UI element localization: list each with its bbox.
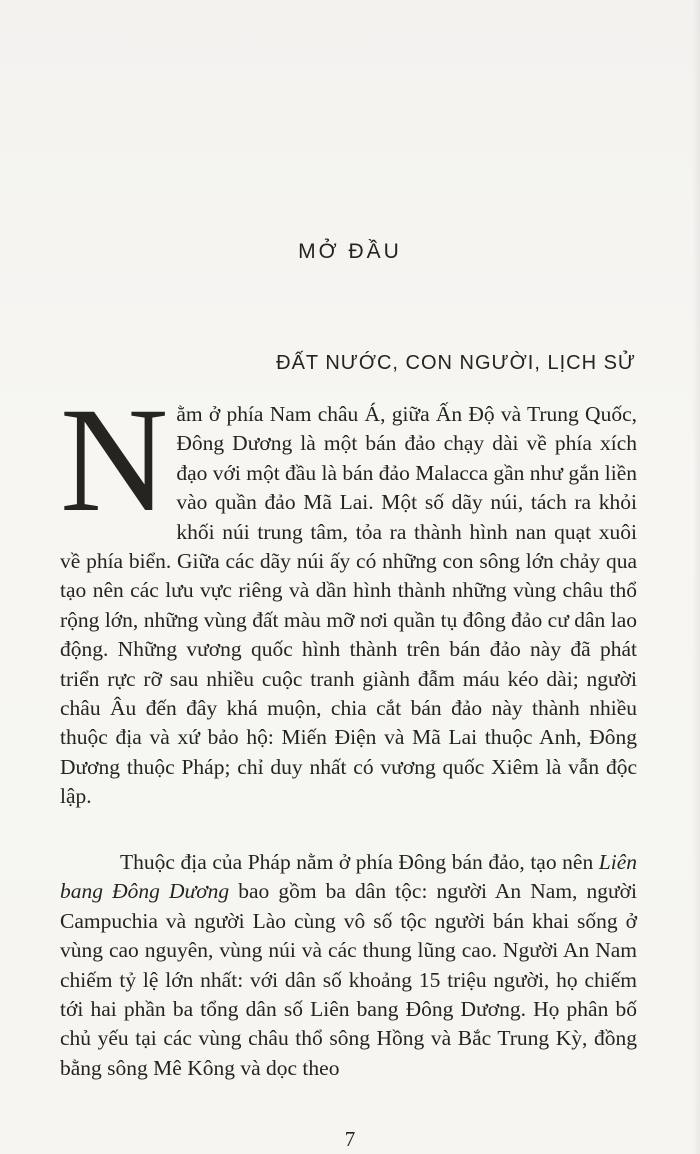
paragraph-2-text-end: bao gồm ba dân tộc: người An Nam, người Campuchia và người Lào cùng vô số tộc người bán khai sống ở vùng cao nguyên, vùng núi và các thung lũng cao. Người An Nam chiếm tỷ lệ lớn nhất: với dân số khoảng 15 triệu người, họ chiếm tới hai phần ba tổng dân số Liên bang Đông Dương. Họ phân bố chủ yếu tại các vùng châu thổ sông Hồng và Bắc Trung Kỳ, đồng bằng sông Mê Kông và dọc theo: [60, 879, 637, 1080]
drop-cap: N: [60, 377, 169, 543]
page-number: 7: [344, 1127, 356, 1151]
paragraph-2-text-start: Thuộc địa của Pháp nằm ở phía Đông bán đảo, tạo nên: [120, 850, 599, 874]
paragraph-1: [60, 377, 637, 812]
section-title: ĐẤT NƯỚC, CON NGƯỜI, LỊCH SỬ: [276, 352, 636, 374]
page-edge-shadow: [692, 0, 700, 1154]
paragraph-2: [60, 848, 637, 1083]
paragraph-1-text: ằm ở phía Nam châu Á, giữa Ấn Độ và Trung Quốc, Đông Dương là một bán đảo chạy dài về phía xích đạo với một đầu là bán đảo Malacca gần như gắn liền vào quần đảo Mã Lai. Một số dãy núi, tách ra khỏi khối núi trung tâm, tỏa ra thành hình nan quạt xuôi về phía biển. Giữa các dãy núi ấy có những con sông lớn chảy qua tạo nên các lưu vực riêng và dần hình thành những vùng châu thổ rộng lớn, những vùng đất màu mỡ nơi quần tụ đông đảo cư dân lao động. Những vương quốc hình thành trên bán đảo này đã phát triển rực rỡ sau nhiều cuộc tranh giành đẫm máu kéo dài; người châu Âu đến đây khá muộn, chia cắt bán đảo này thành nhiều thuộc địa và xứ bảo hộ: Miến Điện và Mã Lai thuộc Anh, Đông Dương thuộc Pháp; chỉ duy nhất có vương quốc Xiêm là vẫn độc lập.: [60, 402, 637, 809]
paragraph-2-italic-term: Liên bang Đông Dương: [60, 850, 637, 904]
chapter-title: MỞ ĐẦU: [298, 240, 402, 263]
